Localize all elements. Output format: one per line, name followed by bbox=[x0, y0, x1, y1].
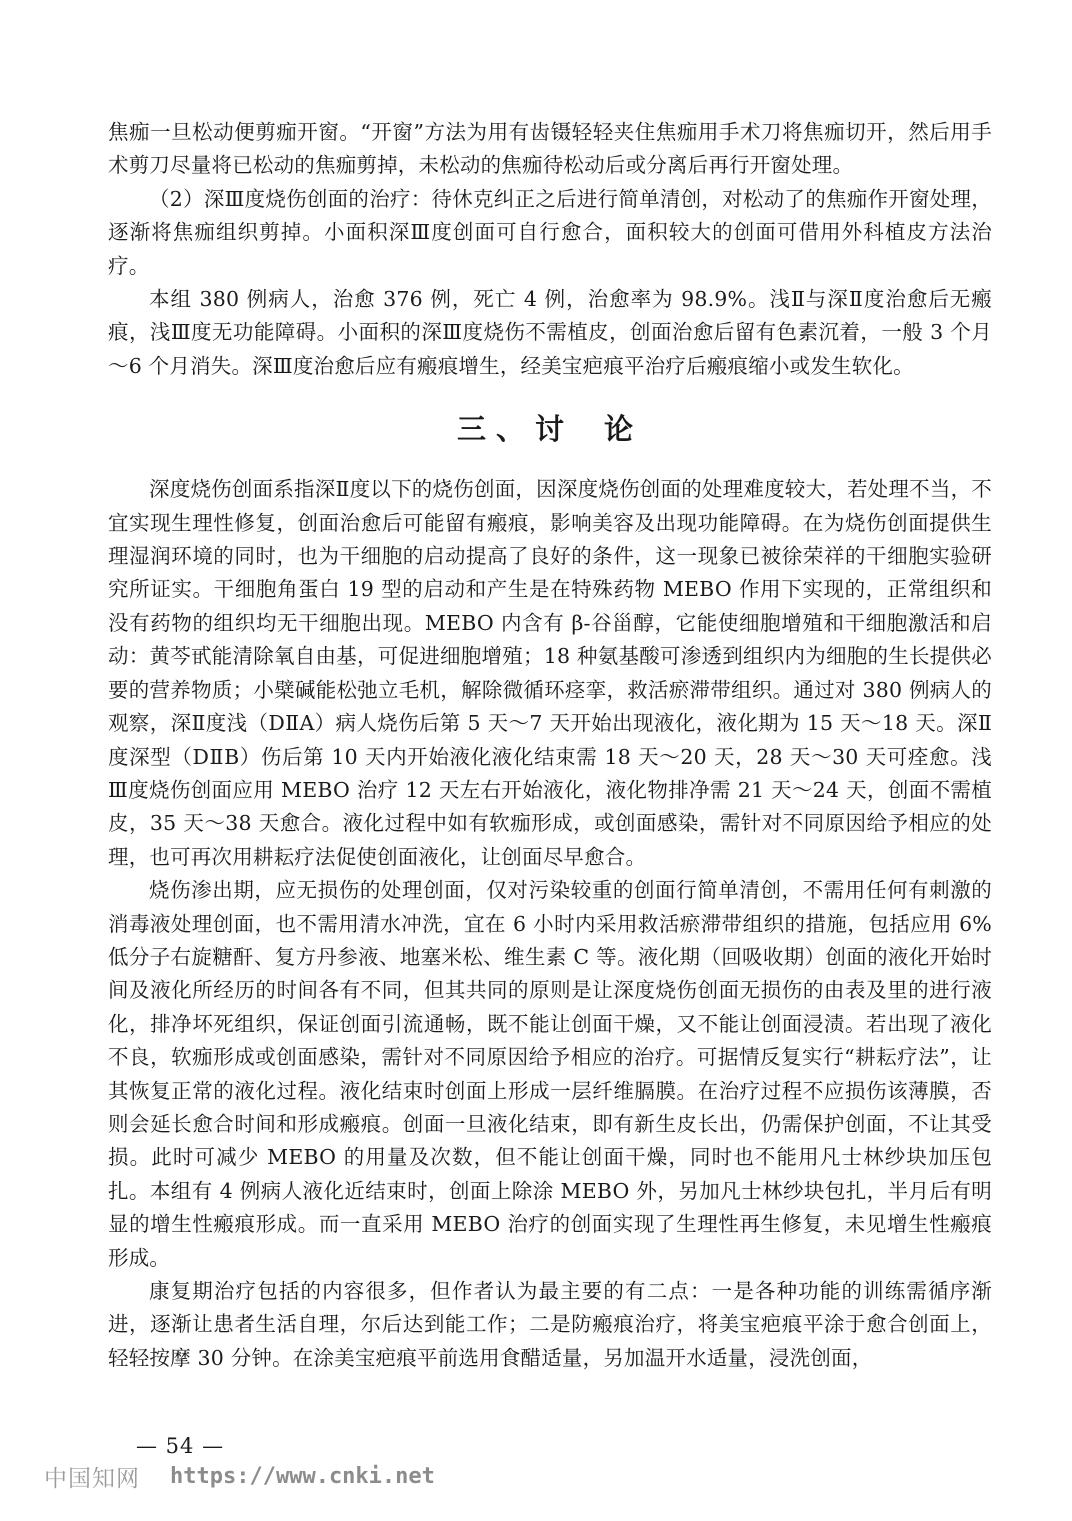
section-heading-prefix: 三、讨 bbox=[456, 412, 574, 447]
paragraph-1: 焦痂一旦松动便剪痂开窗。“开窗”方法为用有齿镊轻轻夹住焦痂用手术刀将焦痂切开，然后用手术剪刀尽量将已松动的焦痂剪掉，未松动的焦痂待松动后或分离后再行开窗处理。 bbox=[108, 120, 992, 178]
paragraph-2: （2）深Ⅲ度烧伤创面的治疗：待休克纠正之后进行简单清创，对松动了的焦痂作开窗处理，逐渐将焦痂组织剪掉。小面积深Ⅲ度创面可自行愈合，面积较大的创面可借用外科植皮方法治疗。 bbox=[108, 186, 992, 278]
discussion-paragraph-1: 深度烧伤创面系指深Ⅱ度以下的烧伤创面，因深度烧伤创面的处理难度较大，若处理不当，不宜实现生理性修复，创面治愈后可能留有瘢痕，影响美容及出现功能障碍。在为烧伤创面提供生理湿润环境的同时，也为干细胞的启动提高了良好的条件，这一现象已被徐荣祥的干细胞实验研究所证实。干细胞角蛋白 19 型的启动和产生是在特殊药物 MEBO 作用下实现的，正常组织和没有药物的组织均无干细胞出现。MEBO 内含有 β-谷甾醇，它能使细胞增殖和干细胞激活和启动：黄芩甙能清除氧自由基，可促进细胞增殖；18 种氨基酸可渗透到组织内为细胞的生长提供必要的营养物质；小檗碱能松弛立毛机，解除微循环痉挛，救活瘀滞带组织。通过对 380 例病人的观察，深Ⅱ度浅（DⅡA）病人烧伤后第 5 天～7 天开始出现液化，液化期为 15 天～18 天。深Ⅱ度深型（DⅡB）伤后第 10 天内开始液化液化结束需 18 天～20 天，28 天～30 天可痊愈。浅Ⅲ度烧伤创面应用 MEBO 治疗 12 天左右开始液化，液化物排净需 21 天～24 天，创面不需植皮，35 天～38 天愈合。液化过程中如有软痂形成，或创面感染，需针对不同原因给予相应的处理，也可再次用耕耘疗法促使创面液化，让创面尽早愈合。 bbox=[108, 477, 992, 869]
section-heading bbox=[108, 409, 992, 449]
page-body bbox=[108, 116, 992, 1375]
page-number: — 54 — bbox=[136, 1434, 225, 1458]
discussion-paragraph-2: 烧伤渗出期，应无损伤的处理创面，仅对污染较重的创面行简单清创，不需用任何有刺激的消毒液处理创面，也不需用清水冲洗，宜在 6 小时内采用救活瘀滞带组织的措施，包括应用 6%低分子右旋糖酐、复方丹参液、地塞米松、维生素 C 等。液化期（回吸收期）创面的液化开始时间及液化所经历的时间各有不同，但其共同的原则是让深度烧伤创面无损伤的由表及里的进行液化，排净坏死组织，保证创面引流通畅，既不能让创面干燥，又不能让创面浸渍。若出现了液化不良，软痂形成或创面感染，需针对不同原因给予相应的治疗。可据情反复实行“耕耘疗法”，让其恢复正常的液化过程。液化结束时创面上形成一层纤维膈膜。在治疗过程不应损伤该薄膜，否则会延长愈合时间和形成瘢痕。创面一旦液化结束，即有新生皮长出，仍需保护创面，不让其受损。此时可减少 MEBO 的用量及次数，但不能让创面干燥，同时也不能用凡士林纱块加压包扎。本组有 4 例病人液化近结束时，创面上除涂 MEBO 外，另加凡士林纱块包扎，半月后有明显的增生性瘢痕形成。而一直采用 MEBO 治疗的创面实现了生理性再生修复，未见增生性瘢痕形成。 bbox=[108, 878, 992, 1270]
paragraph-3: 本组 380 例病人，治愈 376 例，死亡 4 例，治愈率为 98.9%。浅Ⅱ与深Ⅱ度治愈后无瘢痕，浅Ⅲ度无功能障碍。小面积的深Ⅲ度烧伤不需植皮，创面治愈后留有色素沉着，一般 3 个月～6 个月消失。深Ⅲ度治愈后应有瘢痕增生，经美宝疤痕平治疗后瘢痕缩小或发生软化。 bbox=[108, 287, 992, 378]
footer-watermark bbox=[44, 1461, 435, 1491]
footer-url[interactable]: https://www.cnki.net bbox=[170, 1463, 435, 1489]
footer-brand: 中国知网 bbox=[44, 1465, 140, 1492]
discussion-paragraph-3: 康复期治疗包括的内容很多，但作者认为最主要的有二点：一是各种功能的训练需循序渐进，逐渐让患者生活自理，尔后达到能工作；二是防瘢痕治疗，将美宝疤痕平涂于愈合创面上，轻轻按摩 30 分钟。在涂美宝疤痕平前选用食醋适量，另加温开水适量，浸洗创面， bbox=[108, 1279, 992, 1370]
section-heading-suffix: 论 bbox=[604, 412, 644, 447]
